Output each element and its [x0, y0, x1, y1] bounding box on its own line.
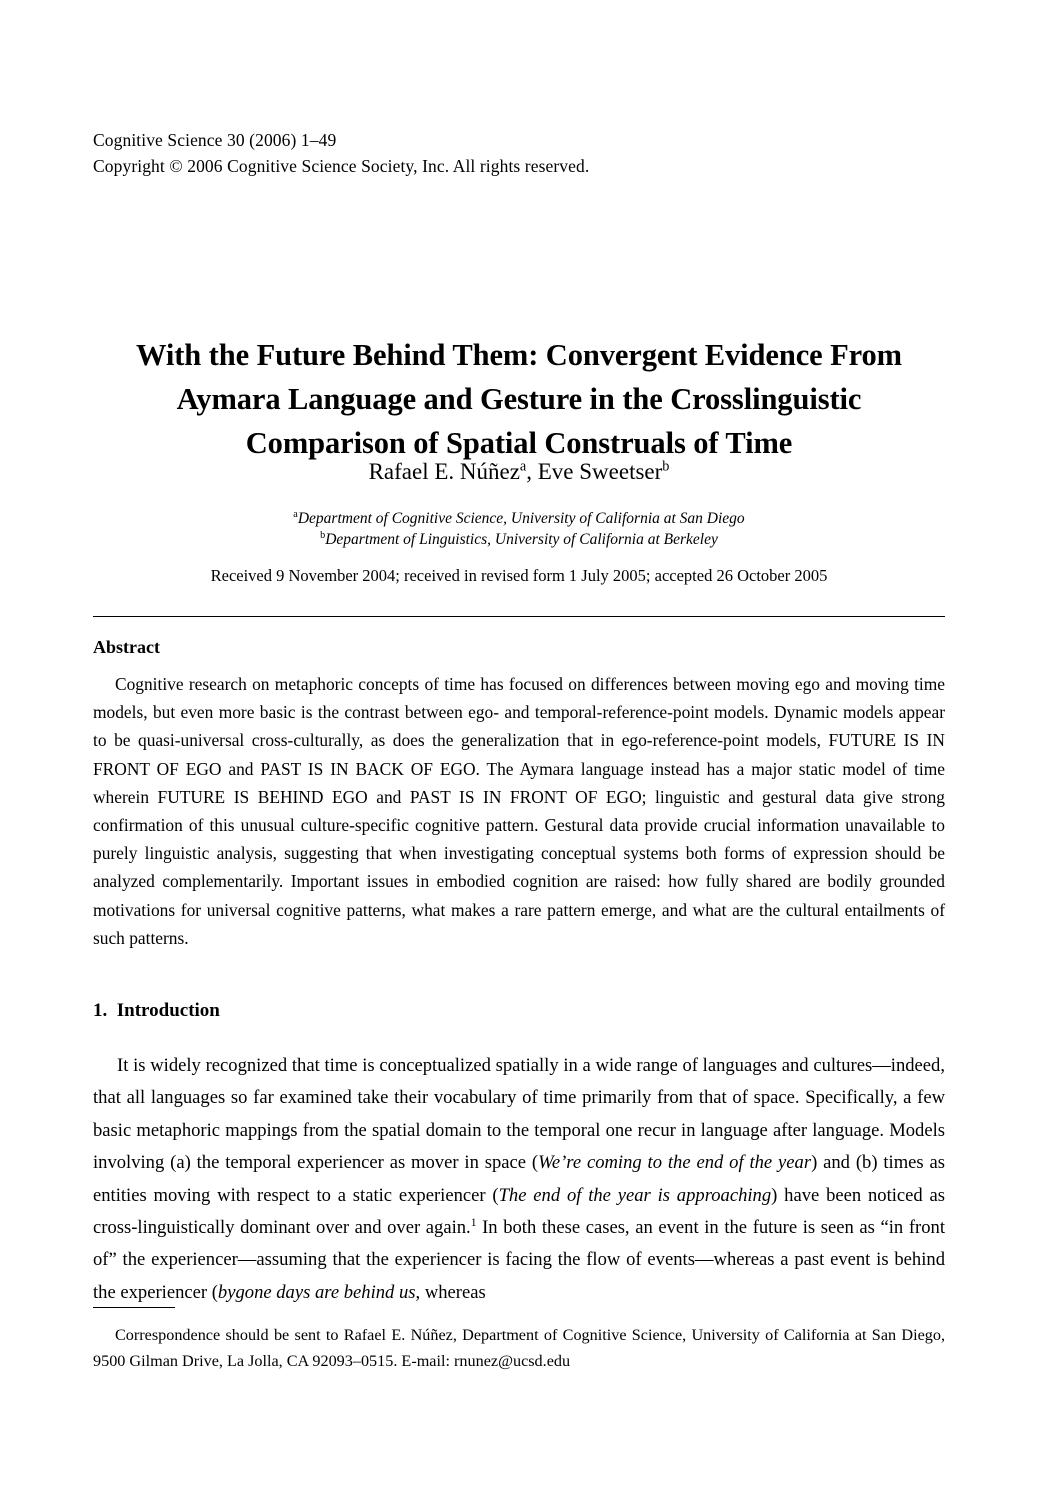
abstract-text: Cognitive research on metaphoric concepts of time has focused on differences between moving ego and moving time models, but even more basic is the contrast between ego- and temporal-reference-point models. Dynamic models appear to be quasi-universal cross-culturally, as does the generalization that in ego-reference-point models, FUTURE IS IN FRONT OF EGO and PAST IS IN BACK OF EGO. The Aymara language instead has a major static model of time wherein FUTURE IS BEHIND EGO and PAST IS IN FRONT OF EGO; linguistic and gestural data give strong confirmation of this unusual culture-specific cognitive pattern. Gestural data provide crucial information unavailable to purely linguistic analysis, suggesting that when investigating conceptual systems both forms of expression should be analyzed complementarily. Important issues in embodied cognition are raised: how fully shared are bodily grounded motivations for universal cognitive patterns, what makes a rare pattern emerge, and what are the cultural entailments of such patterns. — [93, 674, 945, 948]
section-number: 1. — [93, 1000, 108, 1021]
section-title: Introduction — [116, 1000, 220, 1021]
affiliation-a — [93, 508, 945, 529]
footnote-correspondence: Correspondence should be sent to Rafael E. Núñez, Department of Cognitive Science, University of California at San Diego, 9500 Gilman Drive, La Jolla, CA 92093–0515. E-mail: rnunez@ucsd.edu — [93, 1326, 945, 1370]
example-sentence-1: We’re coming to the end of the year — [538, 1152, 812, 1174]
affiliation-a-text: Department of Cognitive Science, University of California at San Diego — [297, 510, 745, 527]
article-page — [93, 0, 945, 1500]
affiliation-b-text: Department of Linguistics, University of California at Berkeley — [325, 531, 718, 548]
footnote-reference-marker[interactable]: 1 — [470, 1216, 477, 1229]
affiliation-marker-b: b — [320, 529, 326, 541]
introduction-paragraph — [93, 1050, 945, 1309]
intro-text-1: It is widely recognized that time is conceptualized spatially in a wide range of languages and cultures—indeed, that all languages so far examined take their vocabulary of time primarily from that of space. Specifically, a few basic metaphoric mappings from the spatial domain to the temporal one recur in language after language. Models involving (a) the temporal experiencer as mover in space ( — [93, 1055, 945, 1174]
received-dates: Received 9 November 2004; received in revised form 1 July 2005; accepted 26 October 2005 — [210, 566, 828, 585]
intro-text-2: ) and (b) times as entities moving with respect to a static experiencer ( — [93, 1152, 945, 1206]
section-heading-introduction — [93, 998, 220, 1024]
abstract-heading: Abstract — [93, 637, 160, 657]
intro-text-5: , whereas — [415, 1281, 486, 1303]
author-name-first: Rafael E. Núñez — [368, 459, 520, 484]
affiliation-list — [93, 508, 945, 550]
author-affiliation-marker-a: a — [519, 458, 527, 475]
author-list — [93, 457, 945, 487]
page-title: With the Future Behind Them: Convergent Evidence From Aymara Language and Gesture in the Crosslinguistic Comparison of Spatial Construals of Time — [136, 338, 902, 461]
affiliation-marker-a: a — [293, 508, 298, 520]
author-affiliation-marker-b: b — [662, 458, 670, 475]
journal-copyright: Copyright © 2006 Cognitive Science Society, Inc. All rights reserved. — [93, 156, 590, 176]
intro-text-3: ) have been noticed as cross-linguistically dominant over and over again. — [93, 1184, 946, 1239]
journal-running-head — [93, 127, 945, 179]
affiliation-b — [93, 529, 945, 550]
example-sentence-3: bygone days are behind us — [217, 1281, 416, 1303]
footnote-divider — [93, 1307, 175, 1308]
example-sentence-2: The end of the year is approaching — [498, 1184, 772, 1206]
author-separator: , Eve Sweetser — [526, 459, 663, 484]
intro-text-4: In both these cases, an event in the future is seen as “in front of” the experiencer—assuming that the experiencer is facing the flow of events—whereas a past event is behind the experiencer ( — [93, 1217, 945, 1303]
header-divider — [93, 616, 945, 617]
journal-citation: Cognitive Science 30 (2006) 1–49 — [93, 130, 337, 150]
